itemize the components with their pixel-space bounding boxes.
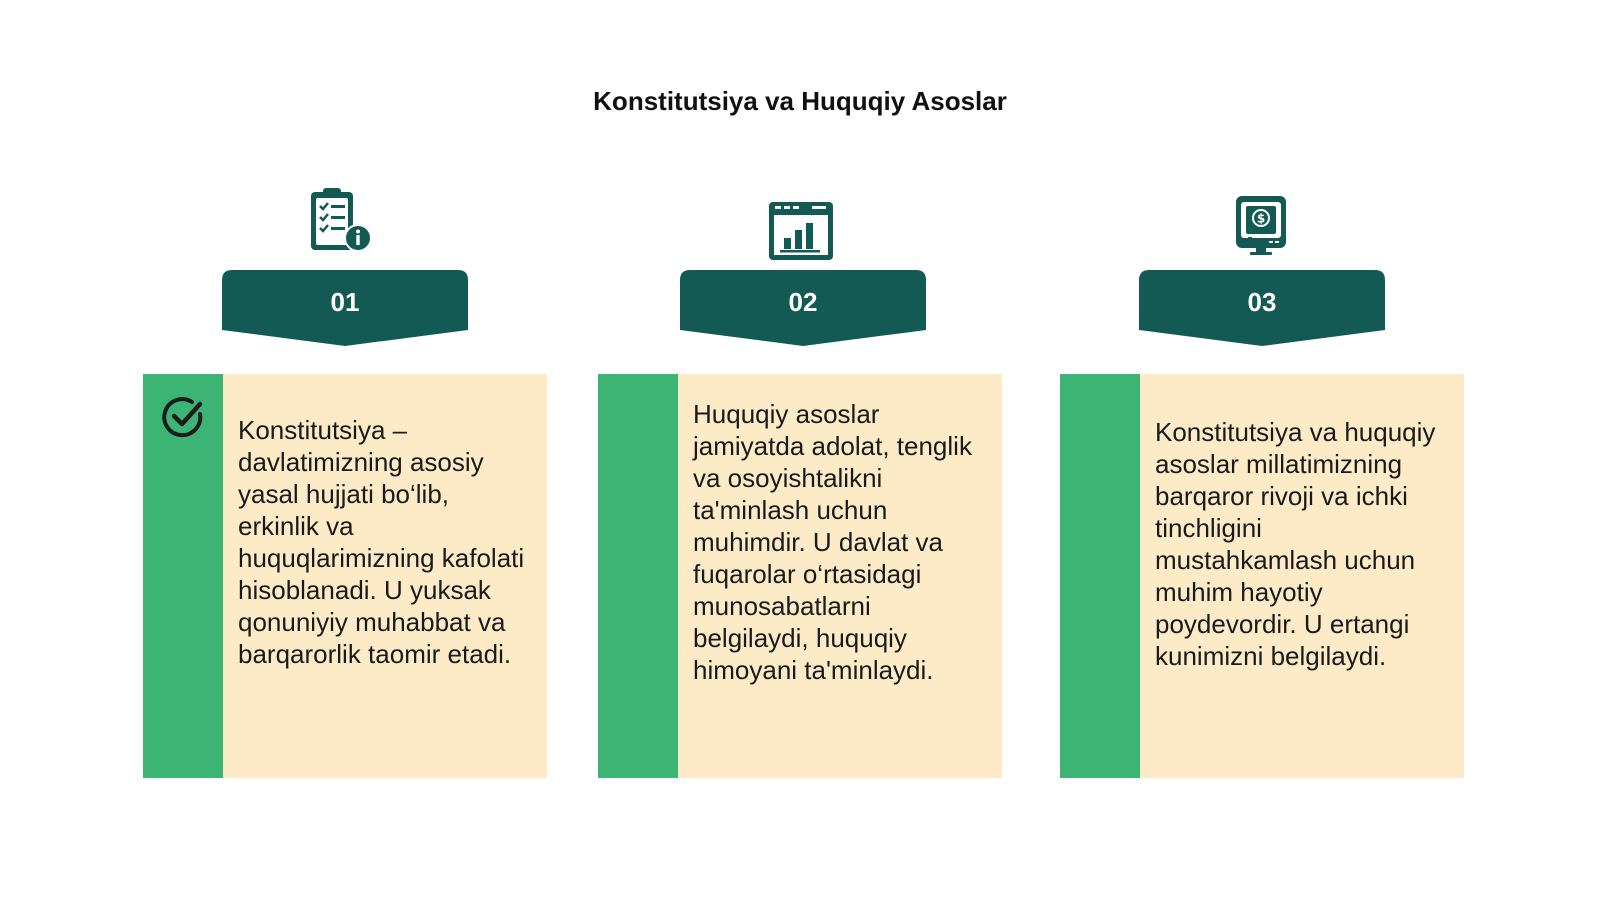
- step-number: 01: [330, 287, 360, 317]
- step-number: 02: [788, 287, 818, 317]
- card-stripe: [598, 374, 678, 778]
- check-circle-icon: [161, 394, 207, 440]
- step-number: 03: [1247, 287, 1277, 317]
- card-text: Konstitutsiya – davlatimizning asosiy yasal hujjati bo‘lib, erkinlik va huquqlarimizning kafolati hisoblanadi. U yuksak qonuniyiy muhabbat va barqarorlik taomir etadi.: [238, 415, 525, 669]
- browser-bar-chart-icon: [766, 196, 836, 266]
- page-title: Konstitutsiya va Huquqiy Asoslar: [593, 86, 1007, 116]
- step-badge-03: [1139, 270, 1385, 350]
- step-badge-01: [222, 270, 468, 350]
- info-card-2: [598, 374, 1002, 778]
- card-stripe: [1060, 374, 1140, 778]
- info-card-3: [1060, 374, 1464, 778]
- clipboard-checklist-info-icon: [306, 186, 376, 256]
- monitor-dollar-icon: [1226, 190, 1296, 260]
- step-badge-02: [680, 270, 926, 350]
- svg-text:$: $: [1256, 211, 1266, 226]
- card-text: Huquqiy asoslar jamiyatda adolat, tenglik va osoyishtalikni ta'minlash uchun muhimdir. U davlat va fuqarolar o‘rtasidagi munosabatlarni belgilaydi, huquqiy himoyani ta'minlaydi.: [693, 399, 972, 685]
- card-text: Konstitutsiya va huquqiy asoslar millatimizning barqaror rivoji va ichki tinchligini mustahkamlash uchun muhim hayotiy poydevordir. U ertangi kunimizni belgilaydi.: [1155, 417, 1436, 671]
- info-card-1: [143, 374, 547, 778]
